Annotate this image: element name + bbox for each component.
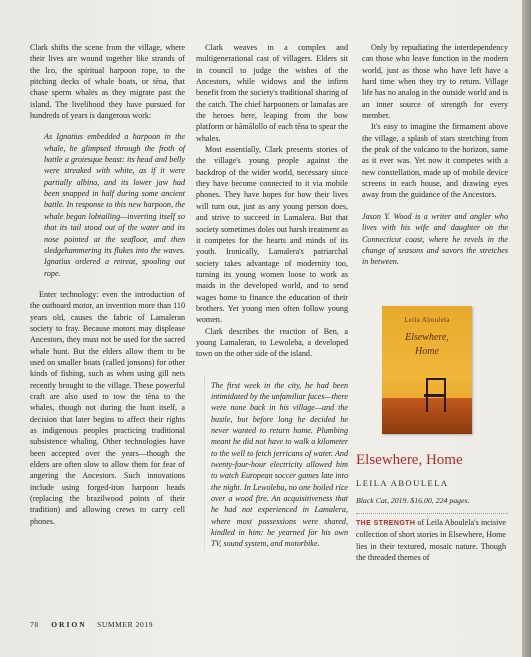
cover-title-line-1: Elsewhere, <box>405 332 449 343</box>
harpoon-quote <box>44 131 185 278</box>
column-3 <box>362 42 508 268</box>
book-review <box>356 517 506 563</box>
harpoon-quote-text: As Ignatius embedded a harpoon in the whale, he glimpsed through the froth of battle a grotesque beast: its head and belly were streaked with white, as if it were partially albino, and its lower jaw had been snapped in half during some ancient battle. In response to this new harpoon, the whale began lobtailing—inverting itself so that its tail stood out of the water and its nose pointed at the seafloor, and then sledgehammering its flukes into the waves. Ignatius ordered a retreat, spooling out rope. <box>44 132 185 278</box>
column-1 <box>30 42 185 527</box>
magazine-name: ORION <box>51 620 87 629</box>
author-bio <box>362 211 508 268</box>
city-quote-text: The first week in the city, he had been intimidated by the unfamiliar faces—there were none back in his village—and the bustle, but before long he decided he never wanted to return home. Plumbing meant he did not have to walk a kilometer to the well to fetch jerricans of water. And twenty-four-hour electricity allowed him to watch European soccer games late into the night. In Lewoleba, no one boiled rice over a wood fire. An acquisitiveness that he had not experienced in Lamalera, where most possessions were shared, kindled in him: he yearned for his own TV, sound system, and motorbike. <box>211 380 348 549</box>
review-divider <box>356 513 508 514</box>
issue-date: SUMMER 2019 <box>97 620 154 629</box>
column3-paragraph-2: It's easy to imagine the firmament above the village, a splash of stars stretching from the peak of the volcano to the horizon, same as it ever was. Yet now it competes with a new constellation, made up of mobile device screens in each house, and drawing eyes away from the guidance of the Ancestors. <box>362 122 508 200</box>
column1-body: Enter technology: even the introduction of the outboard motor, an invention more than 110 years old, causes the fabric of Lamaleran society to fray. Because motors may displease Ancestors, they must not be used for the sacred whale hunt. But the elders allow them to be used on smaller boats (called jonsons) for other kinds of fishing, such as when using gill nets recently brought to the village. These powerful craft are also used to tow the tēna to the whales, though not during the hunt itself, a decision that later begins to affect their rights as indigenous peoples practicing traditional subsistence whaling. Other technologies have been accepted over the years—though the elders are often slow to allow them for fear of angering the Ancestors. Such innovations include using forged-iron harpoon heads (replacing the brazilwood points of their tradition) and allowing crews to carry cell phones. <box>30 289 185 526</box>
column3-paragraph-1: Only by repudiating the interdependency can those who leave function in the modern world, just as those who have left have a hard time when they try to return. Village life has no analog in the outside world and is an inner source of strength for every member. <box>362 43 508 121</box>
book-author: LEILA ABOULELA <box>356 478 449 488</box>
author-bio-text: Jason Y. Wood is a writer and angler who lives with his wife and daughter on the Connecticut coast, where he revels in the change of seasons and savors the stretches in between. <box>362 211 508 267</box>
column2-paragraph-3: Clark describes the reaction of Ben, a young Lamaleran, to Lewoleba, a developed town on the other side of the island. <box>196 326 348 359</box>
cover-author: Leila Aboulela <box>404 316 450 324</box>
book-cover-image <box>382 306 472 434</box>
cover-chair-seat <box>424 394 446 397</box>
cover-title-line-2: Home <box>415 346 439 357</box>
review-text: of Leila Aboulela's incisive collection of short stories in Elsewhere, Home lies in their textured, mosaic nature. Though the threaded themes of <box>356 518 507 563</box>
column2-paragraph-1: Clark weaves in a complex and multigenerational cast of villagers. Elders sit in council to judge the wishes of the Ancestors, while widows and the infirm benefit from the society's traditional sharing of the catch. The chief harpooners or lamafas are the heroes here, leaping from the bow platform or hāmālollo of each tēna to spear the whales. <box>196 43 348 143</box>
page-footer <box>30 620 153 629</box>
book-title: Elsewhere, Home <box>356 452 463 468</box>
page-gutter-shadow <box>522 0 531 657</box>
review-lead-in: THE STRENGTH <box>356 520 416 527</box>
column1-intro: Clark shifts the scene from the village, where their lives are wound together like strands of the lɛo, the spiritual harpoon rope, to the pitching decks of whale boats, or tēna, that chase sperm whales as they migrate past the island. The livelihood they have pursued for hundreds of years is dangerous work: <box>30 43 185 121</box>
column-2 <box>196 42 348 550</box>
column2-paragraph-2: Most essentially, Clark presents stories of the village's young people against the backdrop of the wider world, necessary since they have become connected to it via mobile phones. They have hopes for how their lives will turn out, just as any young person does, and strive to succeed in Lamalera. But that society sometimes doles out harsh treatment as it competes for the hearts and minds of its youth. Ironically, Lamalera's patriarchal society takes advantage of modernity too, turning its young women loose to work as maids in the developed world, and to send wages home to finance the education of their brothers. Yet young men often follow young women. <box>196 145 348 325</box>
book-publication-info: Black Cat, 2019. $16.00, 224 pages. <box>356 496 470 505</box>
page-number: 78 <box>30 620 39 629</box>
city-quote <box>204 376 348 550</box>
